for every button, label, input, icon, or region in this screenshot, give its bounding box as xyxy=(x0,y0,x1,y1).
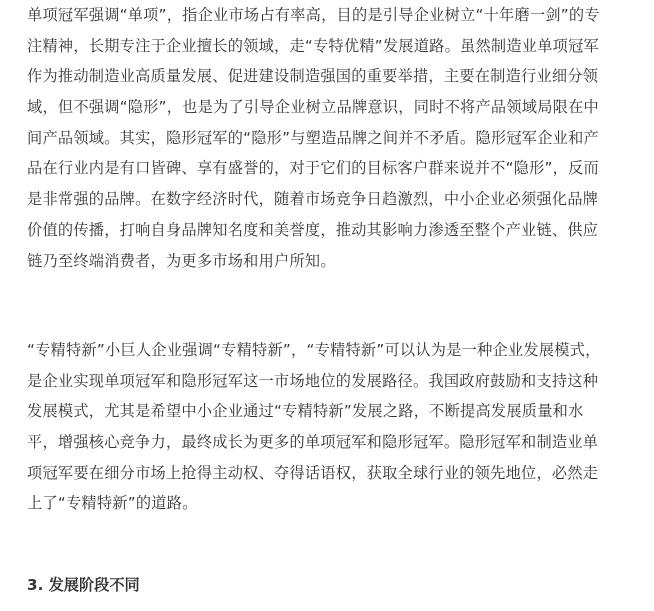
paragraph-line: 链乃至终端消费者，为更多市场和用户所知。 xyxy=(27,251,336,270)
paragraph-line: 上了“专精特新”的道路。 xyxy=(27,494,198,513)
paragraph-line: 是非常强的品牌。在数字经济时代，随着市场竞争日趋激烈，中小企业必须强化品牌 xyxy=(27,190,599,209)
paragraph-line: 单项冠军强调“单项”，指企业市场占有率高，目的是引导企业树立“十年磨一剑”的专 xyxy=(27,6,600,24)
section-heading: 3. 发展阶段不同 xyxy=(27,576,140,594)
paragraph-line: 平，增强核心竞争力，最终成长为更多的单项冠军和隐形冠军。隐形冠军和制造业单 xyxy=(27,433,599,452)
paragraph-line: 作为推动制造业高质量发展、促进建设制造强国的重要举措，主要在制造行业细分领 xyxy=(27,67,599,86)
paragraph-line: 项冠军要在细分市场上抢得主动权、夺得话语权，获取全球行业的领先地位，必然走 xyxy=(27,463,599,482)
paragraph-specialized-new xyxy=(27,335,601,519)
paragraph-line: 品在行业内是有口皆碑、享有盛誉的，对于它们的目标客户群来说并不“隐形”，反而 xyxy=(27,159,599,178)
paragraph-line: “专精特新”小巨人企业强调“专精特新”，“专精特新”可以认为是一种企业发展模式， xyxy=(27,341,601,359)
paragraph-line: 注精神，长期专注于企业擅长的领域，走“专特优精”发展道路。虽然制造业单项冠军 xyxy=(27,36,599,55)
paragraph-line: 是企业实现单项冠军和隐形冠军这一市场地位的发展路径。我国政府鼓励和支持这种 xyxy=(27,371,599,390)
paragraph-line: 价值的传播，打响自身品牌知名度和美誉度，推动其影响力渗透至整个产业链、供应 xyxy=(27,220,599,239)
paragraph-line: 发展模式，尤其是希望中小企业通过“专精特新”发展之路，不断提高发展质量和水 xyxy=(27,402,584,421)
paragraph-single-champion xyxy=(27,0,600,276)
paragraph-line: 间产品领域。其实，隐形冠军的“隐形”与塑造品牌之间并不矛盾。隐形冠军企业和产 xyxy=(27,128,599,147)
paragraph-line: 域，但不强调“隐形”，也是为了引导企业树立品牌意识，同时不将产品领域局限在中 xyxy=(27,98,599,117)
